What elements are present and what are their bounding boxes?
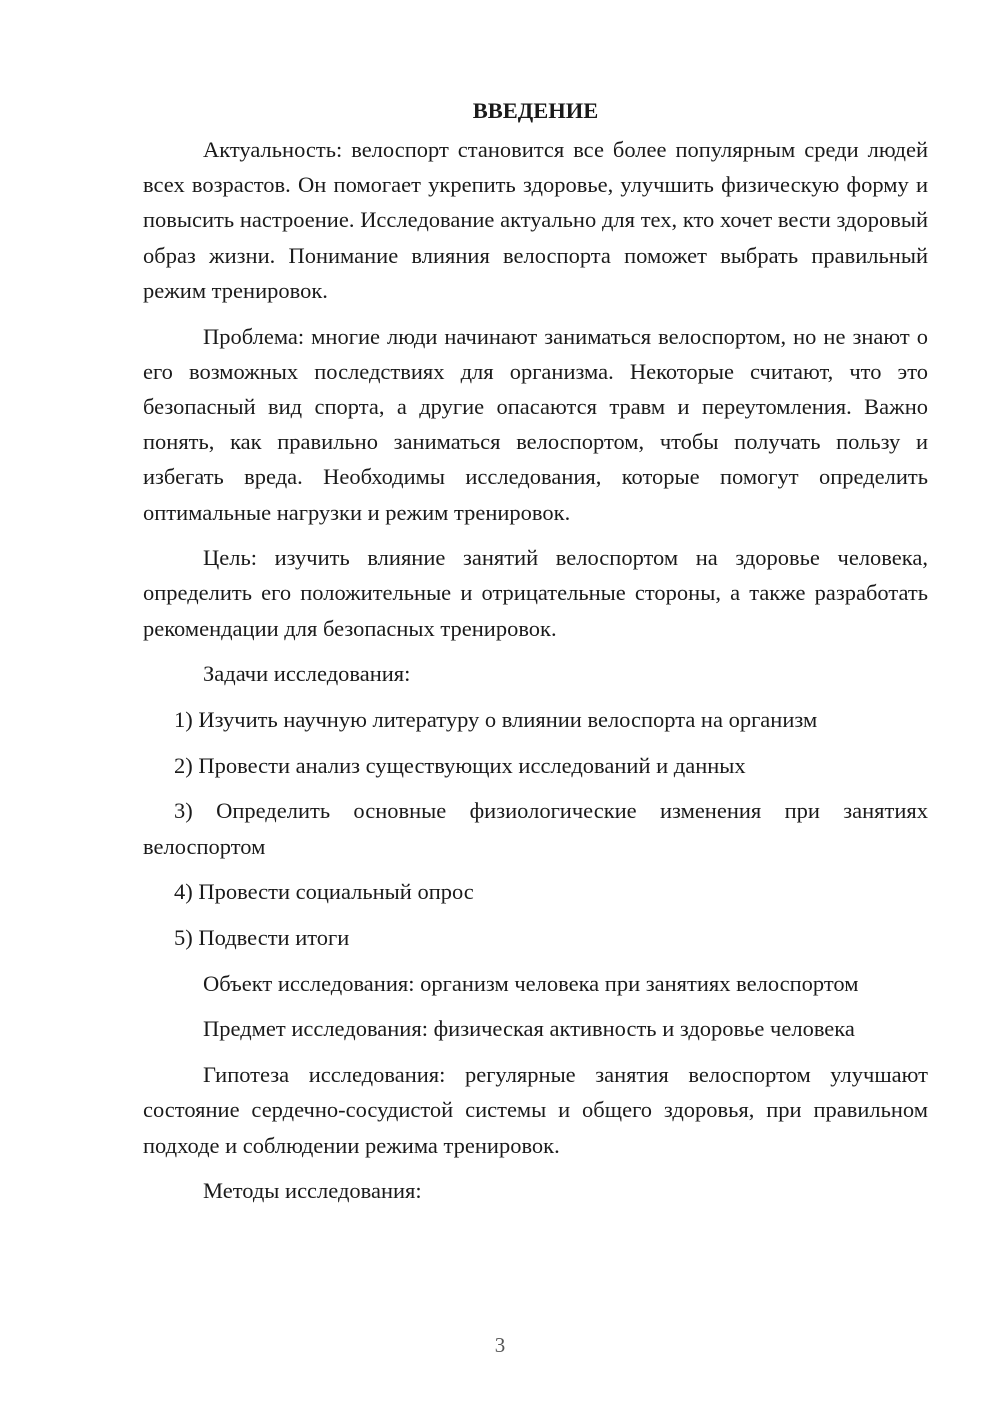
paragraph-relevance: Актуальность: велоспорт становится все более популярным среди людей всех возрастов. Он помогает укрепить здоровье, улучшить физическую форму и повысить настроение. Исследование актуально для тех, кто хочет вести здоровый образ жизни. Понимание влияния велоспорта поможет выбрать правильный режим тренировок. <box>143 137 928 303</box>
paragraph-hypothesis: Гипотеза исследования: регулярные занятия велоспортом улучшают состояние сердечно-сосудистой системы и общего здоровья, при правильном подходе и соблюдении режима тренировок. <box>143 1062 928 1158</box>
document-page <box>143 93 928 1219</box>
task-item-1: 1) Изучить научную литературу о влиянии велоспорта на организм <box>174 707 818 733</box>
task-item-4: 4) Провести социальный опрос <box>174 879 474 905</box>
page-number: 3 <box>494 1333 506 1357</box>
paragraph-tasks-heading: Задачи исследования: <box>203 661 411 687</box>
page-title: ВВЕДЕНИЕ <box>472 98 599 123</box>
paragraph-object: Объект исследования: организм человека при занятиях велоспортом <box>203 970 859 996</box>
paragraph-goal: Цель: изучить влияние занятий велоспортом на здоровье человека, определить его положительные и отрицательные стороны, а также разработать рекомендации для безопасных тренировок. <box>143 545 928 641</box>
task-item-5: 5) Подвести итоги <box>174 925 350 951</box>
paragraph-methods: Методы исследования: <box>203 1178 422 1204</box>
task-item-2: 2) Провести анализ существующих исследований и данных <box>174 752 746 778</box>
task-item-3: 3) Определить основные физиологические изменения при занятиях велоспортом <box>143 798 928 859</box>
paragraph-subject: Предмет исследования: физическая активность и здоровье человека <box>203 1016 855 1042</box>
paragraph-problem: Проблема: многие люди начинают заниматься велоспортом, но не знают о его возможных последствиях для организма. Некоторые считают, что это безопасный вид спорта, а другие опасаются травм и переутомления. Важно понять, как правильно заниматься велоспортом, чтобы получать пользу и избегать вреда. Необходимы исследования, которые помогут определить оптимальные нагрузки и режим тренировок. <box>143 323 928 525</box>
